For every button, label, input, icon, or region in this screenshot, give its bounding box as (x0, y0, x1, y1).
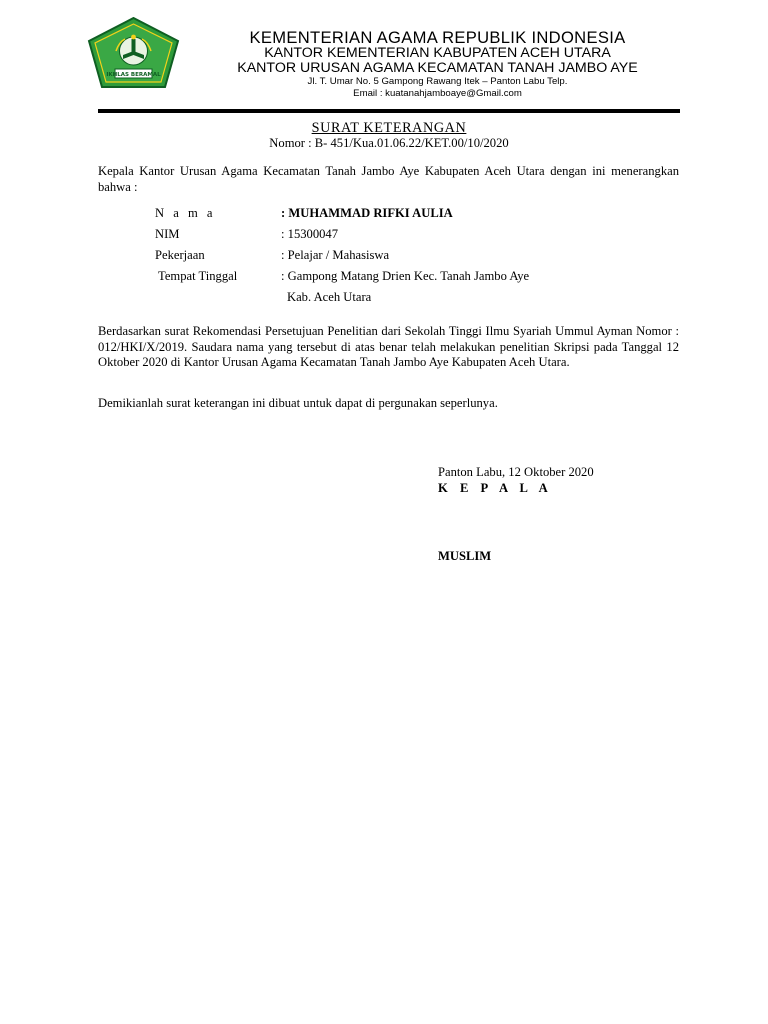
field-label: N a m a (155, 206, 216, 220)
sub-office-name: KANTOR URUSAN AGAMA KECAMATAN TANAH JAMBO AYE (237, 60, 638, 76)
closing-paragraph: Demikianlah surat keterangan ini dibuat untuk dapat di pergunakan seperlunya. (98, 396, 498, 410)
ministry-emblem-icon (86, 17, 181, 90)
document-title: SURAT KETERANGAN (311, 120, 467, 136)
field-value: : 15300047 (281, 227, 339, 241)
field-value: : MUHAMMAD RIFKI AULIA (281, 206, 453, 220)
office-name: KANTOR KEMENTERIAN KABUPATEN ACEH UTARA (264, 45, 611, 61)
field-value: : Pelajar / Mahasiswa (281, 248, 390, 262)
field-label: Pekerjaan (155, 248, 205, 262)
signature-place-date: Panton Labu, 12 Oktober 2020 (438, 465, 594, 479)
body-paragraph: Berdasarkan surat Rekomendasi Persetujuan Penelitian dari Sekolah Tinggi Ilmu Syariah Ummul Ayman Nomor : 012/HKI/X/2019. Saudara nama yang tersebut di atas benar telah melakukan penelitian Skripsi pada Tanggal 12 Oktober 2020 di Kantor Urusan Agama Kecamatan Tanah Jambo Aye Kabupaten Aceh Utara. (98, 324, 679, 369)
field-value: : Gampong Matang Drien Kec. Tanah Jambo Aye (281, 269, 530, 283)
field-label: Tempat Tinggal (158, 269, 238, 283)
letterhead (190, 29, 685, 100)
field-value-continued: Kab. Aceh Utara (287, 290, 372, 304)
signatory-name: MUSLIM (438, 549, 492, 563)
ministry-logo (86, 17, 181, 90)
intro-paragraph: Kepala Kantor Urusan Agama Kecamatan Tanah Jambo Aye Kabupaten Aceh Utara dengan ini menerangkan bahwa : (98, 164, 679, 194)
letterhead-divider (98, 109, 680, 113)
document-title-block (98, 121, 680, 151)
document-number: Nomor : B- 451/Kua.01.06.22/KET.00/10/2020 (269, 136, 509, 150)
ministry-name: KEMENTERIAN AGAMA REPUBLIK INDONESIA (249, 28, 626, 47)
office-address: Jl. T. Umar No. 5 Gampong Rawang Itek – Panton Labu Telp. (307, 76, 568, 87)
signature-position: K E P A L A (438, 481, 553, 495)
field-label: NIM (155, 227, 180, 241)
office-email: Email : kuatanahjamboaye@Gmail.com (353, 88, 522, 99)
svg-text:IKHLAS BERAMAL: IKHLAS BERAMAL (106, 72, 161, 78)
